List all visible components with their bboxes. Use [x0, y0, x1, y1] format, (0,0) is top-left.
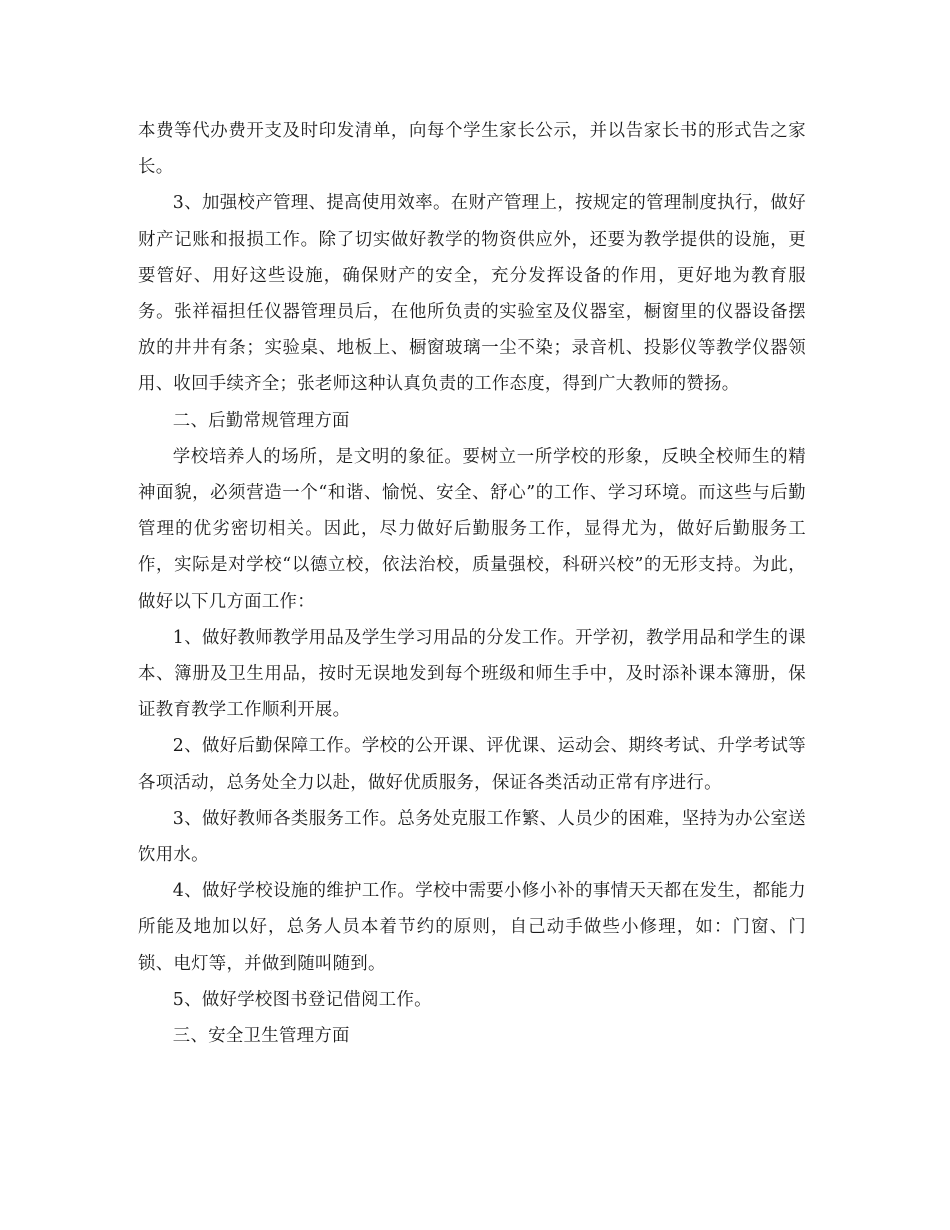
- paragraph-item-2: 2、做好后勤保障工作。学校的公开课、评优课、运动会、期终考试、升学考试等各项活动，总务处全力以赴，做好优质服务，保证各类活动正常有序进行。: [138, 736, 806, 793]
- section-heading-safety: 三、安全卫生管理方面: [172, 1026, 350, 1047]
- document-body: [138, 113, 806, 1054]
- paragraph-item-5: 5、做好学校图书登记借阅工作。: [172, 989, 432, 1010]
- paragraph-continuation: 本费等代办费开支及时印发清单，向每个学生家长公示，并以告家长书的形式告之家长。: [138, 121, 806, 178]
- paragraph-item-1: 1、做好教师教学用品及学生学习用品的分发工作。开学初，教学用品和学生的课本、簿册及卫生用品，按时无误地发到每个班级和师生手中，及时添补课本簿册，保证教育教学工作顺利开展。: [138, 627, 806, 721]
- paragraph-logistics-intro: 学校培养人的场所，是文明的象征。要树立一所学校的形象，反映全校师生的精神面貌，必须营造一个“和谐、愉悦、安全、舒心”的工作、学习环境。而这些与后勤管理的优劣密切相关。因此，尽力做好后勤服务工作，显得尤为，做好后勤服务工作，实际是对学校“以德立校，依法治校，质量强校，科研兴校”的无形支持。为此，做好以下几方面工作：: [138, 446, 806, 612]
- section-heading-logistics: 二、后勤常规管理方面: [172, 410, 350, 431]
- paragraph-asset-management: 3、加强校产管理、提高使用效率。在财产管理上，按规定的管理制度执行，做好财产记账和报损工作。除了切实做好教学的物资供应外，还要为教学提供的设施，更要管好、用好这些设施，确保财产的安全，充分发挥设备的作用，更好地为教育服务。张祥福担任仪器管理员后，在他所负责的实验室及仪器室，橱窗里的仪器设备摆放的井井有条；实验桌、地板上、橱窗玻璃一尘不染；录音机、投影仪等教学仪器领用、收回手续齐全；张老师这种认真负责的工作态度，得到广大教师的赞扬。: [138, 193, 806, 395]
- paragraph-item-4: 4、做好学校设施的维护工作。学校中需要小修小补的事情天天都在发生，都能力所能及地加以好，总务人员本着节约的原则，自己动手做些小修理，如：门窗、门锁、电灯等，并做到随叫随到。: [138, 881, 806, 974]
- paragraph-item-3: 3、做好教师各类服务工作。总务处克服工作繁、人员少的困难，坚持为办公室送饮用水。: [138, 808, 806, 866]
